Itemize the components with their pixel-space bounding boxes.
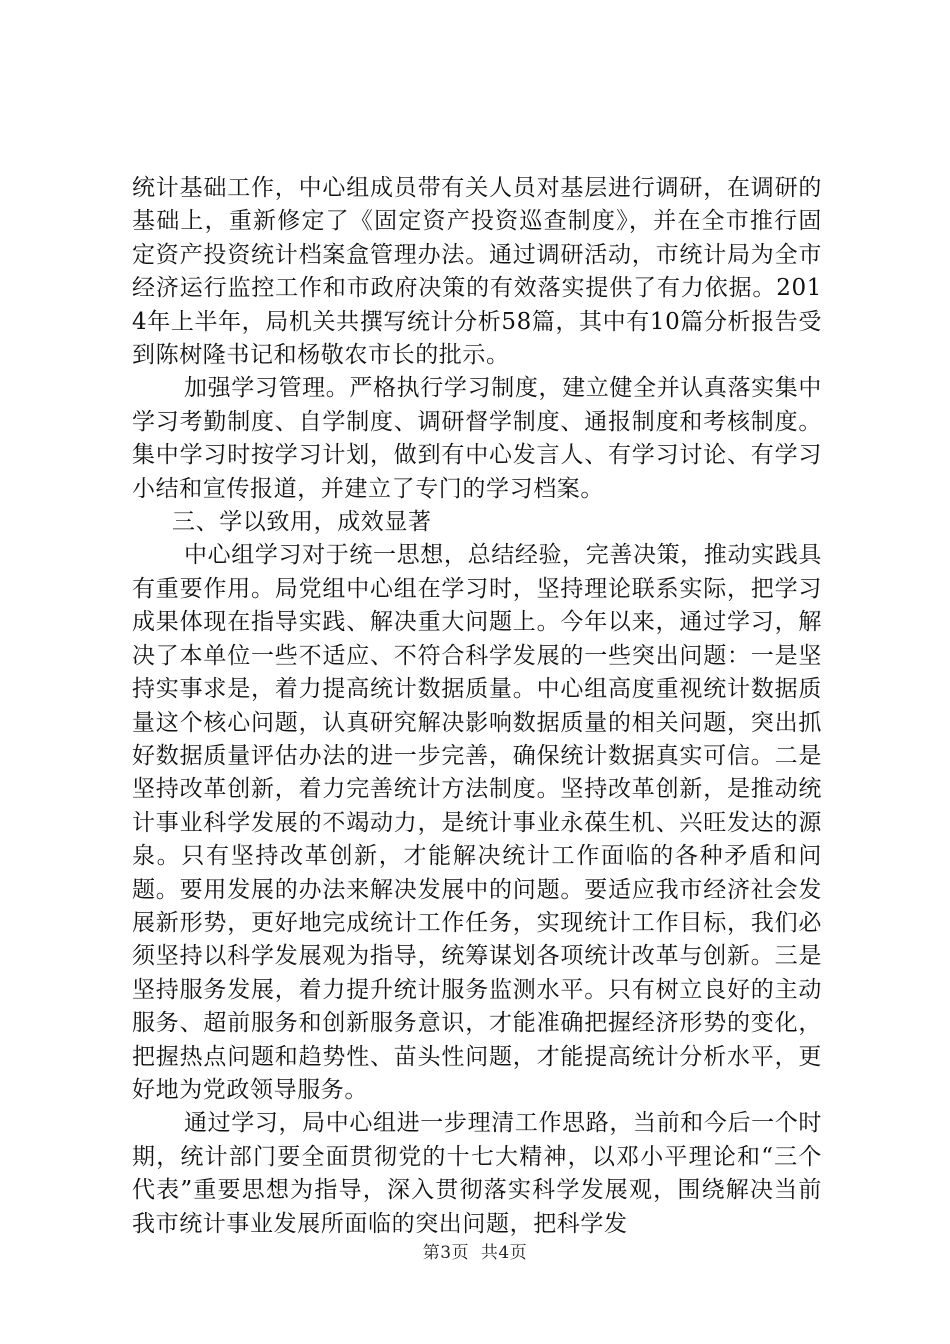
- paragraph-work-direction: 通过学习，局中心组进一步理清工作思路，当前和今后一个时期，统计部门要全面贯彻党的十七大精神，以邓小平理论和“三个代表”重要思想为指导，深入贯彻落实科学发展观，围绕解决当前我市统计事业发展所面临的突出问题，把科学发: [132, 1110, 822, 1237]
- paragraph-study-management: 加强学习管理。严格执行学习制度，建立健全并认真落实集中学习考勤制度、自学制度、调研督学制度、通报制度和考核制度。集中学习时按学习计划，做到有中心发言人、有学习讨论、有学习小结和宣传报道，并建立了专门的学习档案。: [132, 375, 822, 502]
- paragraph-research-summary: 统计基础工作，中心组成员带有关人员对基层进行调研，在调研的基础上，重新修定了《固定资产投资巡查制度》，并在全市推行固定资产投资统计档案盒管理办法。通过调研活动，市统计局为全市经济运行监控工作和市政府决策的有效落实提供了有力依据。2014年上半年，局机关共撰写统计分析58篇，其中有10篇分析报告受到陈树隆书记和杨敬农市长的批示。: [132, 175, 822, 369]
- document-body: [132, 172, 822, 1241]
- page-number-label: 第3页 共4页: [422, 1243, 528, 1263]
- paragraph-study-results: 中心组学习对于统一思想，总结经验，完善决策，推动实践具有重要作用。局党组中心组在学习时，坚持理论联系实际，把学习成果体现在指导实践、解决重大问题上。今年以来，通过学习，解决了本单位一些不适应、不符合科学发展的一些突出问题：一是坚持实事求是，着力提高统计数据质量。中心组高度重视统计数据质量这个核心问题，认真研究解决影响数据质量的相关问题，突出抓好数据质量评估办法的进一步完善，确保统计数据真实可信。二是坚持改革创新，着力完善统计方法制度。坚持改革创新，是推动统计事业科学发展的不竭动力，是统计事业永葆生机、兴旺发达的源泉。只有坚持改革创新，才能解决统计工作面临的各种矛盾和问题。要用发展的办法来解决发展中的问题。要适应我市经济社会发展新形势，更好地完成统计工作任务，实现统计工作目标，我们必须坚持以科学发展观为指导，统筹谋划各项统计改革与创新。三是坚持服务发展，着力提升统计服务监测水平。只有树立良好的主动服务、超前服务和创新服务意识，才能准确把握经济形势的变化，把握热点问题和趋势性、苗头性问题，才能提高统计分析水平，更好地为党政领导服务。: [132, 542, 822, 1103]
- page-footer: [0, 1238, 950, 1263]
- section-heading: 三、学以致用，成效显著: [172, 509, 432, 536]
